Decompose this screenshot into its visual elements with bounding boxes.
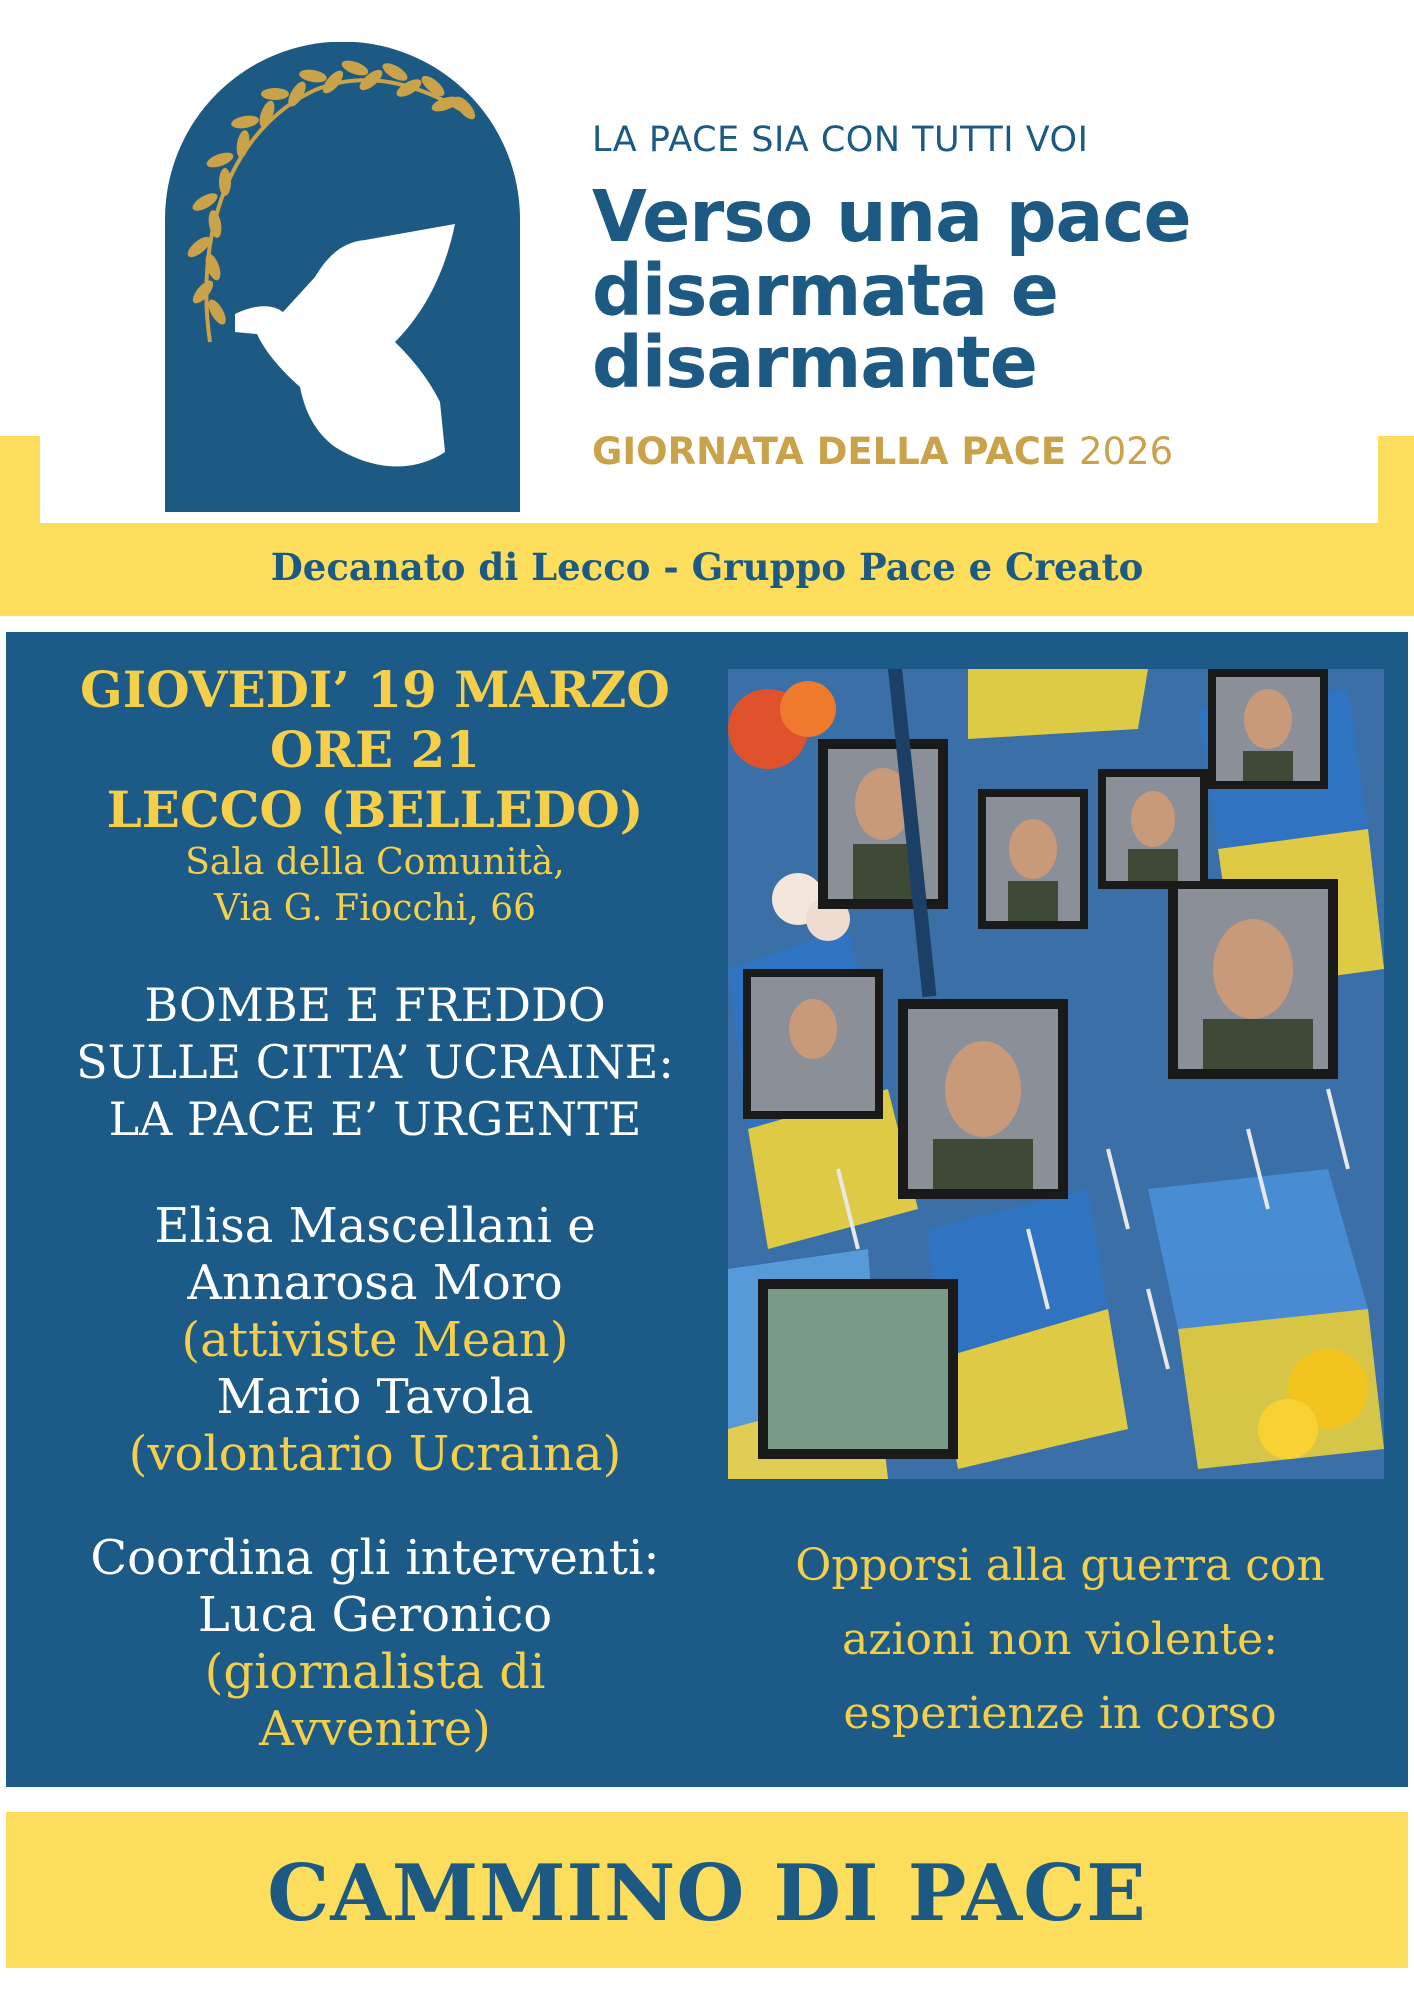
event-place: LECCO (BELLEDO) [106, 780, 644, 839]
coordinator-label: Coordina gli interventi: [90, 1530, 660, 1586]
topic-line1: BOMBE E FREDDO [144, 978, 606, 1032]
coordinator-name: Luca Geronico [197, 1587, 553, 1643]
organizer-line: Decanato di Lecco - Gruppo Pace e Creato [270, 545, 1144, 589]
coordinator-role-line2: Avvenire) [259, 1701, 491, 1757]
event-venue: Sala della Comunità, [185, 842, 565, 883]
speaker-line3: Mario Tavola [216, 1369, 534, 1425]
slogan-line3: esperienze in corso [843, 1688, 1277, 1739]
header-subtitle [592, 430, 1173, 473]
speaker-role2: (volontario Ucraina) [128, 1426, 622, 1482]
speaker-line2: Annarosa Moro [187, 1255, 563, 1311]
topic-line2: SULLE CITTA’ UCRAINE: [76, 1035, 674, 1089]
slogan-line1: Opporsi alla guerra con [795, 1540, 1325, 1591]
header-title-line1: Verso una pace [592, 175, 1191, 258]
slogan-line2: azioni non violente: [842, 1614, 1278, 1665]
event-address: Via G. Fiocchi, 66 [213, 888, 537, 929]
dove-olive-branch-logo [165, 42, 520, 512]
header-subtitle-year: 2026 [1079, 430, 1174, 473]
event-date: GIOVEDI’ 19 MARZO [80, 660, 670, 719]
header-subtitle-text: GIORNATA DELLA PACE [592, 430, 1067, 473]
speaker-role1: (attiviste Mean) [181, 1312, 569, 1368]
header-title-line3: disarmante [592, 321, 1037, 404]
header-title-line2: disarmata e [592, 249, 1058, 332]
memorial-photo [728, 669, 1384, 1479]
topic-line3: LA PACE E’ URGENTE [108, 1092, 642, 1146]
speaker-line1: Elisa Mascellani e [154, 1198, 596, 1254]
header-kicker: LA PACE SIA CON TUTTI VOI [592, 120, 1089, 160]
footer-title: CAMMINO DI PACE [267, 1848, 1147, 1939]
coordinator-role-line1: (giornalista di [204, 1644, 546, 1700]
event-time: ORE 21 [269, 720, 481, 779]
